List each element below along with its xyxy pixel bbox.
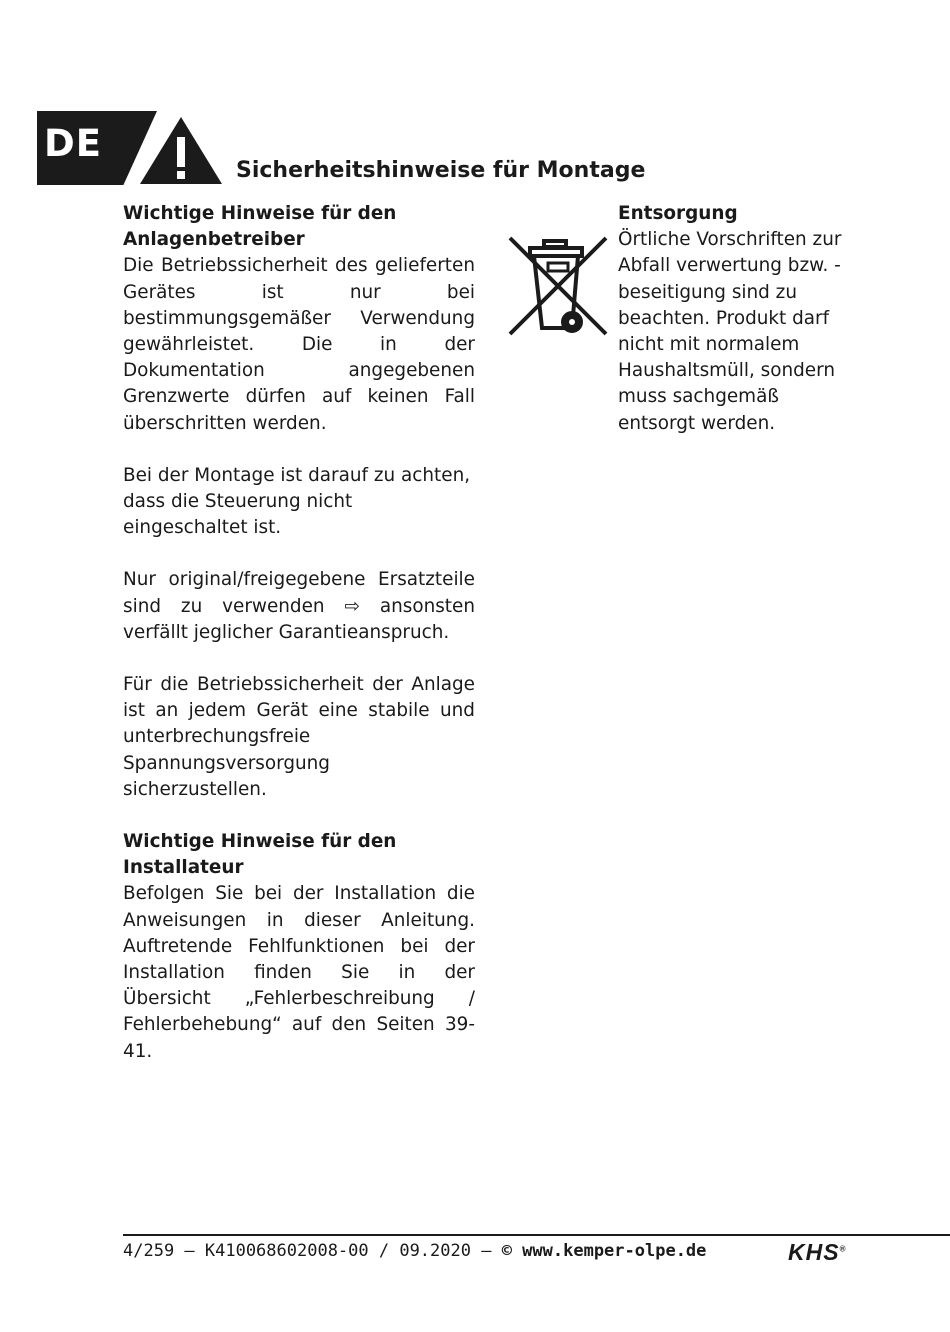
power-supply-paragraph: Für die Betriebssicherheit der Anlage ist an jedem Gerät eine stabile und unterbrechungsfreie Spannungsversorgung sicherzustellen. — [123, 674, 475, 800]
operating-safety-paragraph: Die Betriebssicherheit des gelieferten Gerätes ist nur bei bestimmungsgemäßer Verwendung gewährleistet. Die in der Dokumentation angegebenen Grenzwerte dürfen auf keinen Fall überschritten werden. — [123, 255, 475, 434]
footer-website: © www.kemper-olpe.de — [501, 1241, 707, 1261]
operator-notes-heading: Wichtige Hinweise für den Anlagenbetreiber — [123, 203, 397, 251]
installer-notes-heading: Wichtige Hinweise für den Installateur — [123, 831, 397, 879]
disposal-paragraph: Örtliche Vorschriften zur Abfall verwertung bzw. -beseitigung sind zu beachten. Produkt darf nicht mit normalem Haushaltsmüll, sondern muss sachgemäß entsorgt werden. — [618, 229, 842, 434]
logo-registered-mark: ® — [839, 1244, 847, 1254]
mounting-paragraph: Bei der Montage ist darauf zu achten, dass die Steuerung nicht eingeschaltet ist. — [123, 464, 471, 539]
arrow-right-icon: ⇨ — [344, 595, 360, 617]
right-column — [618, 201, 858, 463]
disposal-heading: Entsorgung — [618, 203, 738, 224]
spare-parts-text-after: ansonsten verfällt jeglicher Garantieanspruch. — [123, 595, 475, 643]
spare-parts-text-before: Nur original/freigegebene Ersatzteile sind zu verwenden — [123, 569, 475, 617]
logo-text: KHS — [788, 1239, 840, 1265]
language-code: DE — [44, 122, 102, 165]
page-title: Sicherheitshinweise für Montage — [236, 158, 646, 183]
footer-doc-ref: 4/259 – K410068602008-00 / 09.2020 – — [123, 1241, 502, 1261]
crossed-out-wheelie-bin-icon — [508, 236, 608, 336]
spare-parts-paragraph — [123, 567, 475, 646]
left-column — [123, 201, 475, 1091]
footer-text — [123, 1241, 706, 1261]
footer-divider — [123, 1234, 950, 1236]
installation-paragraph: Befolgen Sie bei der Installation die Anweisungen in dieser Anleitung. Auftretende Fehlfunktionen bei der Installation finden Sie in der Übersicht „Fehlerbeschreibung / Fehlerbehebung“ auf den Seiten 39-41. — [123, 883, 475, 1062]
khs-logo — [788, 1239, 846, 1266]
warning-triangle-icon — [138, 115, 224, 185]
